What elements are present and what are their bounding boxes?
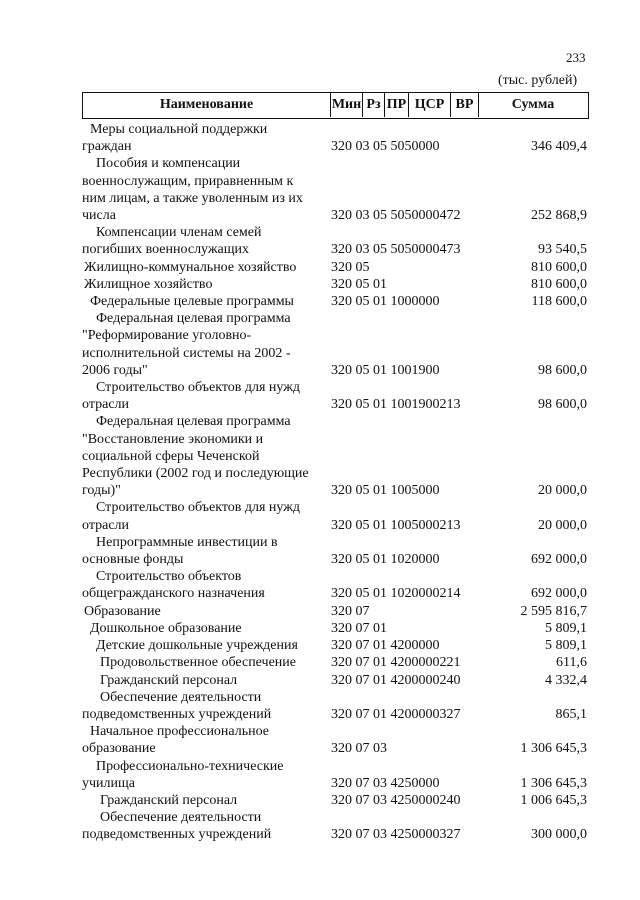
table-row	[82, 603, 589, 620]
row-amount: 98 600,0	[538, 362, 587, 378]
row-code: 320 07 01 4200000240	[331, 672, 461, 688]
row-name	[82, 672, 332, 689]
row-name-line: Продовольственное обеспечение	[100, 655, 296, 671]
row-name-line: граждан	[82, 139, 132, 155]
row-name-line: подведомственных учреждений	[82, 827, 272, 843]
row-name-line: Жилищно-коммунальное хозяйство	[84, 259, 297, 275]
row-amount: 5 809,1	[545, 638, 587, 654]
row-code: 320 07 01 4200000221	[331, 655, 461, 671]
row-code: 320 05 01 1020000	[331, 552, 440, 568]
table-row	[82, 259, 589, 276]
row-amount: 611,6	[556, 655, 587, 671]
row-amount: 118 600,0	[531, 294, 587, 310]
col-vr-header: ВР	[451, 93, 479, 117]
row-code: 320 05 01	[331, 276, 387, 292]
row-amount: 93 540,5	[538, 242, 587, 258]
row-name-line: Республики (2002 год и последующие	[82, 466, 309, 482]
col-min-header: Мин	[331, 93, 363, 117]
row-name-line: Гражданский персонал	[100, 672, 238, 688]
table-row	[82, 224, 589, 258]
row-name-line: основные фонды	[82, 552, 184, 568]
table-row	[82, 654, 589, 671]
row-code: 320 07 03 4250000327	[331, 827, 461, 843]
row-name	[82, 276, 332, 293]
row-name-line: Меры социальной поддержки	[90, 122, 268, 137]
row-name	[82, 758, 332, 792]
row-amount: 810 600,0	[531, 276, 587, 292]
table-row	[82, 534, 589, 568]
row-name	[82, 809, 332, 843]
page-number: 233	[566, 50, 586, 65]
row-amount: 98 600,0	[538, 397, 587, 413]
table-row	[82, 723, 589, 757]
table-row	[82, 809, 589, 843]
row-amount: 865,1	[555, 706, 587, 722]
table-row	[82, 620, 589, 637]
table-row	[82, 155, 589, 224]
row-name-line: училища	[82, 775, 136, 791]
row-name	[82, 413, 332, 499]
row-name-line: Дошкольное образование	[90, 620, 242, 636]
row-amount: 1 306 645,3	[520, 741, 587, 757]
row-code: 320 03 05 5050000472	[331, 208, 461, 224]
row-code: 320 07 01	[331, 620, 387, 636]
col-pr-header: ПР	[385, 93, 409, 117]
row-code: 320 05 01 1000000	[331, 294, 440, 310]
row-name-line: Компенсации членам семей	[96, 225, 262, 241]
row-amount: 692 000,0	[531, 586, 587, 602]
row-amount: 692 000,0	[531, 552, 587, 568]
row-name-line: Образование	[84, 603, 161, 619]
row-code: 320 05 01 1001900	[331, 362, 440, 378]
row-name-line: Строительство объектов для нужд	[96, 500, 301, 516]
row-name-line: отрасли	[82, 517, 130, 533]
row-name	[82, 121, 332, 155]
row-name	[82, 293, 332, 310]
row-code: 320 07	[331, 603, 370, 619]
row-name-line: Обеспечение деятельности	[100, 810, 262, 826]
table-row	[82, 379, 589, 413]
row-name-line: отрасли	[82, 397, 130, 413]
row-code: 320 05 01 1020000214	[331, 586, 461, 602]
row-name-line: Федеральная целевая программа	[96, 311, 291, 327]
row-code: 320 05 01 1005000	[331, 483, 440, 499]
col-csr-header: ЦСР	[409, 93, 451, 117]
units-label: (тыс. рублей)	[498, 73, 578, 88]
row-name	[82, 379, 332, 413]
table-row	[82, 689, 589, 723]
row-name	[82, 637, 332, 654]
row-code: 320 03 05 5050000	[331, 139, 440, 155]
row-name	[82, 499, 332, 533]
row-amount: 300 000,0	[531, 827, 587, 843]
row-name-line: "Реформирование уголовно-	[82, 328, 252, 344]
row-name-line: социальной сферы Чеченской	[82, 448, 260, 464]
row-name-line: Строительство объектов для нужд	[96, 380, 301, 396]
row-name-line: погибших военнослужащих	[82, 242, 250, 258]
row-name-line: годы)"	[82, 483, 121, 499]
row-name	[82, 259, 332, 276]
row-name-line: подведомственных учреждений	[82, 706, 272, 722]
row-name-line: Строительство объектов	[96, 569, 242, 585]
row-name	[82, 689, 332, 723]
row-name-line: Федеральная целевая программа	[96, 414, 291, 430]
row-amount: 20 000,0	[538, 483, 587, 499]
row-amount: 5 809,1	[545, 620, 587, 636]
row-amount: 2 595 816,7	[520, 603, 587, 619]
row-name	[82, 792, 332, 809]
row-name	[82, 310, 332, 379]
row-name-line: Профессионально-технические	[96, 758, 284, 774]
row-name-line: Жилищное хозяйство	[84, 276, 213, 292]
row-code: 320 07 03	[331, 741, 387, 757]
col-rz-header: Рз	[363, 93, 385, 117]
row-name-line: ним лицам, а также уволенным из их	[82, 190, 303, 206]
table-row	[82, 276, 589, 293]
table-row	[82, 499, 589, 533]
row-name	[82, 654, 332, 671]
row-code: 320 07 03 4250000240	[331, 792, 461, 808]
row-name	[82, 723, 332, 757]
row-name	[82, 568, 332, 602]
row-code: 320 05 01 1005000213	[331, 517, 461, 533]
row-amount: 810 600,0	[531, 259, 587, 275]
row-amount: 346 409,4	[531, 139, 587, 155]
table-row	[82, 121, 589, 155]
row-name-line: Гражданский персонал	[100, 792, 238, 808]
row-name-line: Федеральные целевые программы	[90, 294, 294, 310]
row-code: 320 05	[331, 259, 370, 275]
row-name-line: Начальное профессиональное	[90, 724, 270, 740]
row-amount: 20 000,0	[538, 517, 587, 533]
row-amount: 1 006 645,3	[520, 792, 587, 808]
row-name-line: 2006 годы"	[82, 362, 148, 378]
row-name-line: Непрограммные инвестиции в	[96, 534, 278, 550]
row-name	[82, 603, 332, 620]
row-name-line: образование	[82, 741, 156, 757]
row-name	[82, 155, 332, 224]
col-sum-header: Сумма	[511, 97, 555, 112]
row-name-line: Детские дошкольные учреждения	[96, 638, 298, 654]
table-row	[82, 310, 589, 379]
row-amount: 1 306 645,3	[520, 775, 587, 791]
table-row	[82, 293, 589, 310]
table-row	[82, 637, 589, 654]
table-row	[82, 672, 589, 689]
row-name-line: военнослужащим, приравненным к	[82, 173, 294, 189]
row-amount: 252 868,9	[531, 208, 587, 224]
row-code: 320 07 03 4250000	[331, 775, 440, 791]
row-name-line: числа	[82, 208, 116, 224]
row-code: 320 05 01 1001900213	[331, 397, 461, 413]
col-name-header: Наименование	[83, 93, 331, 117]
row-name-line: исполнительной системы на 2002 -	[82, 345, 291, 361]
row-name-line: Обеспечение деятельности	[100, 689, 262, 705]
row-amount: 4 332,4	[545, 672, 587, 688]
table-row	[82, 413, 589, 499]
row-name	[82, 224, 332, 258]
row-code: 320 07 01 4200000	[331, 638, 440, 654]
row-name-line: "Восстановление экономики и	[82, 431, 264, 447]
table-row	[82, 758, 589, 792]
table-row	[82, 568, 589, 602]
table-row	[82, 792, 589, 809]
row-name-line: Пособия и компенсации	[96, 156, 241, 172]
row-code: 320 07 01 4200000327	[331, 706, 461, 722]
row-name	[82, 534, 332, 568]
row-name	[82, 620, 332, 637]
table-body	[82, 121, 589, 844]
table-header	[82, 92, 589, 119]
row-name-line: общегражданского назначения	[82, 586, 265, 602]
row-code: 320 03 05 5050000473	[331, 242, 461, 258]
